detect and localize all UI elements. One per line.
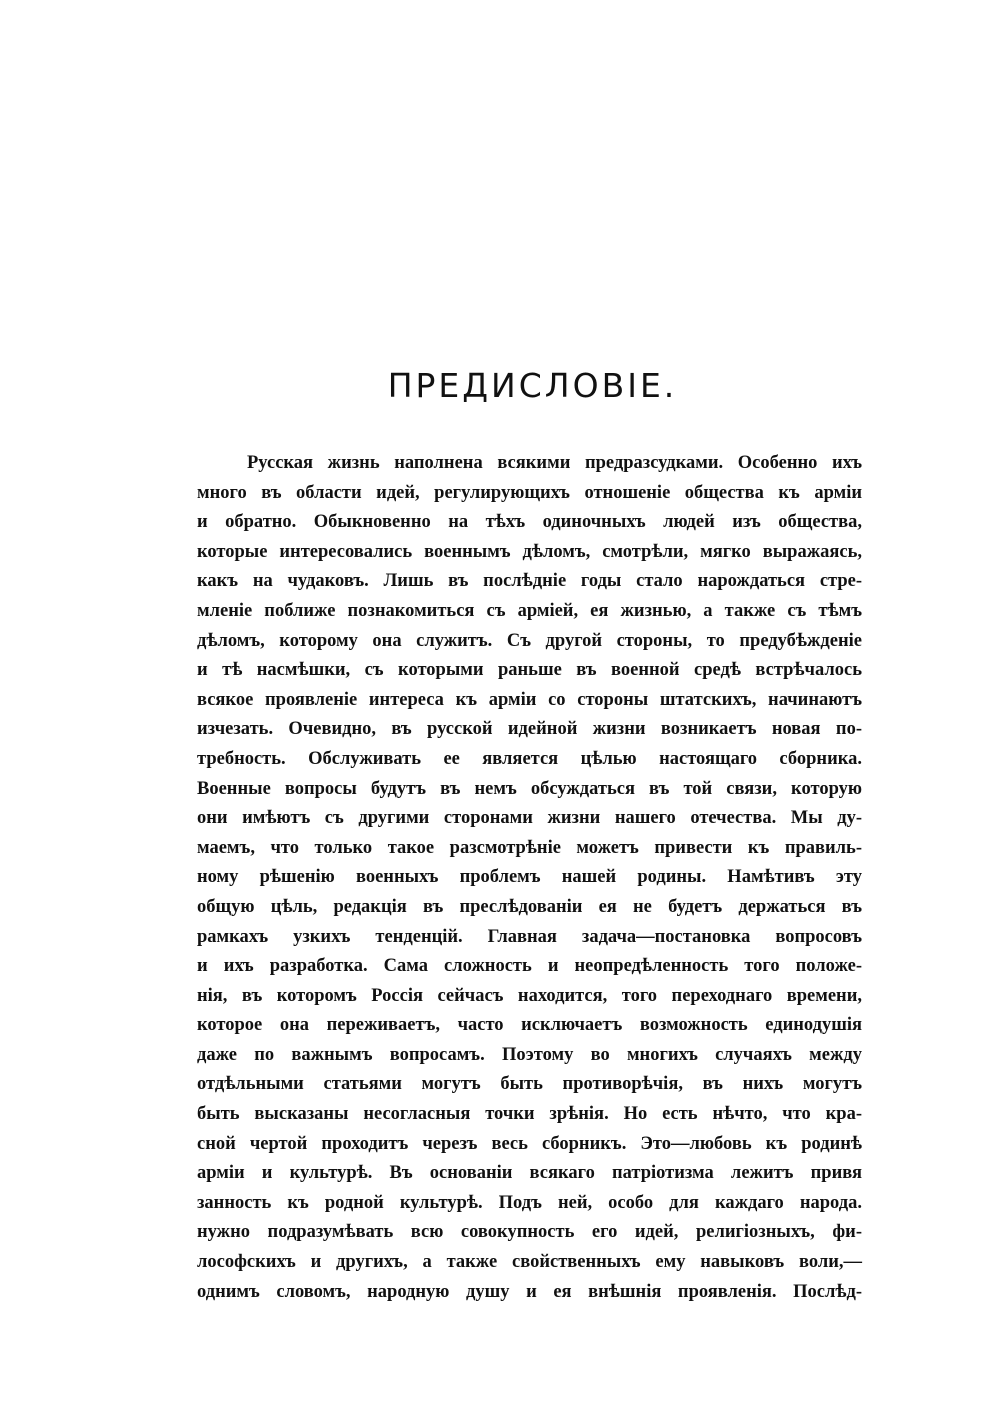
text-line: лософскихъ и другихъ, а также свойственныхъ ему навыковъ воли,— bbox=[197, 1252, 862, 1273]
text-line: нужно подразумѣвать всю совокупность его идей, религіозныхъ, фи- bbox=[197, 1222, 862, 1243]
preface-text bbox=[197, 449, 862, 1307]
text-line: Русская жизнь наполнена всякими предразсудками. Особенно ихъ bbox=[247, 453, 862, 473]
text-line: ному рѣшенію военныхъ проблемъ нашей родины. Намѣтивъ эту bbox=[197, 867, 862, 888]
text-line: и ихъ разработка. Сама сложность и неопредѣленность того положе- bbox=[197, 956, 862, 977]
text-line: однимъ словомъ, народную душу и ея внѣшнія проявленія. Послѣд- bbox=[197, 1281, 862, 1302]
text-line: рамкахъ узкихъ тенденцій. Главная задача—постановка вопросовъ bbox=[197, 926, 862, 947]
text-line: дѣломъ, которому она служитъ. Съ другой стороны, то предубѣжденіе bbox=[197, 630, 862, 651]
text-line: общую цѣль, редакція въ преслѣдованіи ея не будетъ держаться въ bbox=[197, 896, 862, 917]
text-line: занность къ родной культурѣ. Подъ ней, особо для каждаго народа. bbox=[197, 1192, 862, 1213]
text-line: отдѣльными статьями могутъ быть противорѣчія, въ нихъ могутъ bbox=[197, 1074, 862, 1095]
text-line: изчезать. Очевидно, въ русской идейной жизни возникаетъ новая по- bbox=[197, 719, 862, 740]
text-line: требность. Обслуживать ее является цѣлью настоящаго сборника. bbox=[197, 748, 862, 769]
text-line: много въ области идей, регулирующихъ отношеніе общества къ арміи bbox=[197, 482, 862, 503]
text-line: нія, въ которомъ Россія сейчасъ находится, того переходнаго времени, bbox=[197, 985, 862, 1006]
text-line: и тѣ насмѣшки, съ которыми раньше въ военной средѣ встрѣчалось bbox=[197, 660, 862, 681]
text-line: и обратно. Обыкновенно на тѣхъ одиночныхъ людей изъ общества, bbox=[197, 512, 862, 533]
text-line: Военные вопросы будутъ въ немъ обсуждаться въ той связи, которую bbox=[197, 778, 862, 799]
text-line: арміи и культурѣ. Въ основаніи всякаго патріотизма лежитъ привя bbox=[197, 1163, 862, 1184]
text-line: мленіе поближе познакомиться съ арміей, ея жизнью, а также съ тѣмъ bbox=[197, 600, 862, 621]
text-line: быть высказаны несогласныя точки зрѣнія. Но есть нѣчто, что кра- bbox=[197, 1104, 862, 1125]
page-title: ПРЕДИСЛОВІЕ. bbox=[387, 366, 678, 405]
text-line: они имѣютъ съ другими сторонами жизни нашего отечества. Мы ду- bbox=[197, 808, 862, 829]
text-line: которые интересовались военнымъ дѣломъ, смотрѣли, мягко выражаясь, bbox=[197, 541, 862, 562]
text-line: всякое проявленіе интереса къ арміи со стороны штатскихъ, начинаютъ bbox=[197, 689, 862, 710]
text-line: сной чертой проходитъ черезъ весь сборникъ. Это—любовь къ родинѣ bbox=[197, 1133, 862, 1154]
text-line: которое она переживаетъ, часто исключаетъ возможность единодушія bbox=[197, 1015, 862, 1036]
text-line: даже по важнымъ вопросамъ. Поэтому во многихъ случаяхъ между bbox=[197, 1044, 862, 1065]
text-line: какъ на чудаковъ. Лишь въ послѣдніе годы стало нарождаться стре- bbox=[197, 571, 862, 592]
text-line: маемъ, что только такое разсмотрѣніе можетъ привести къ правиль- bbox=[197, 837, 862, 858]
